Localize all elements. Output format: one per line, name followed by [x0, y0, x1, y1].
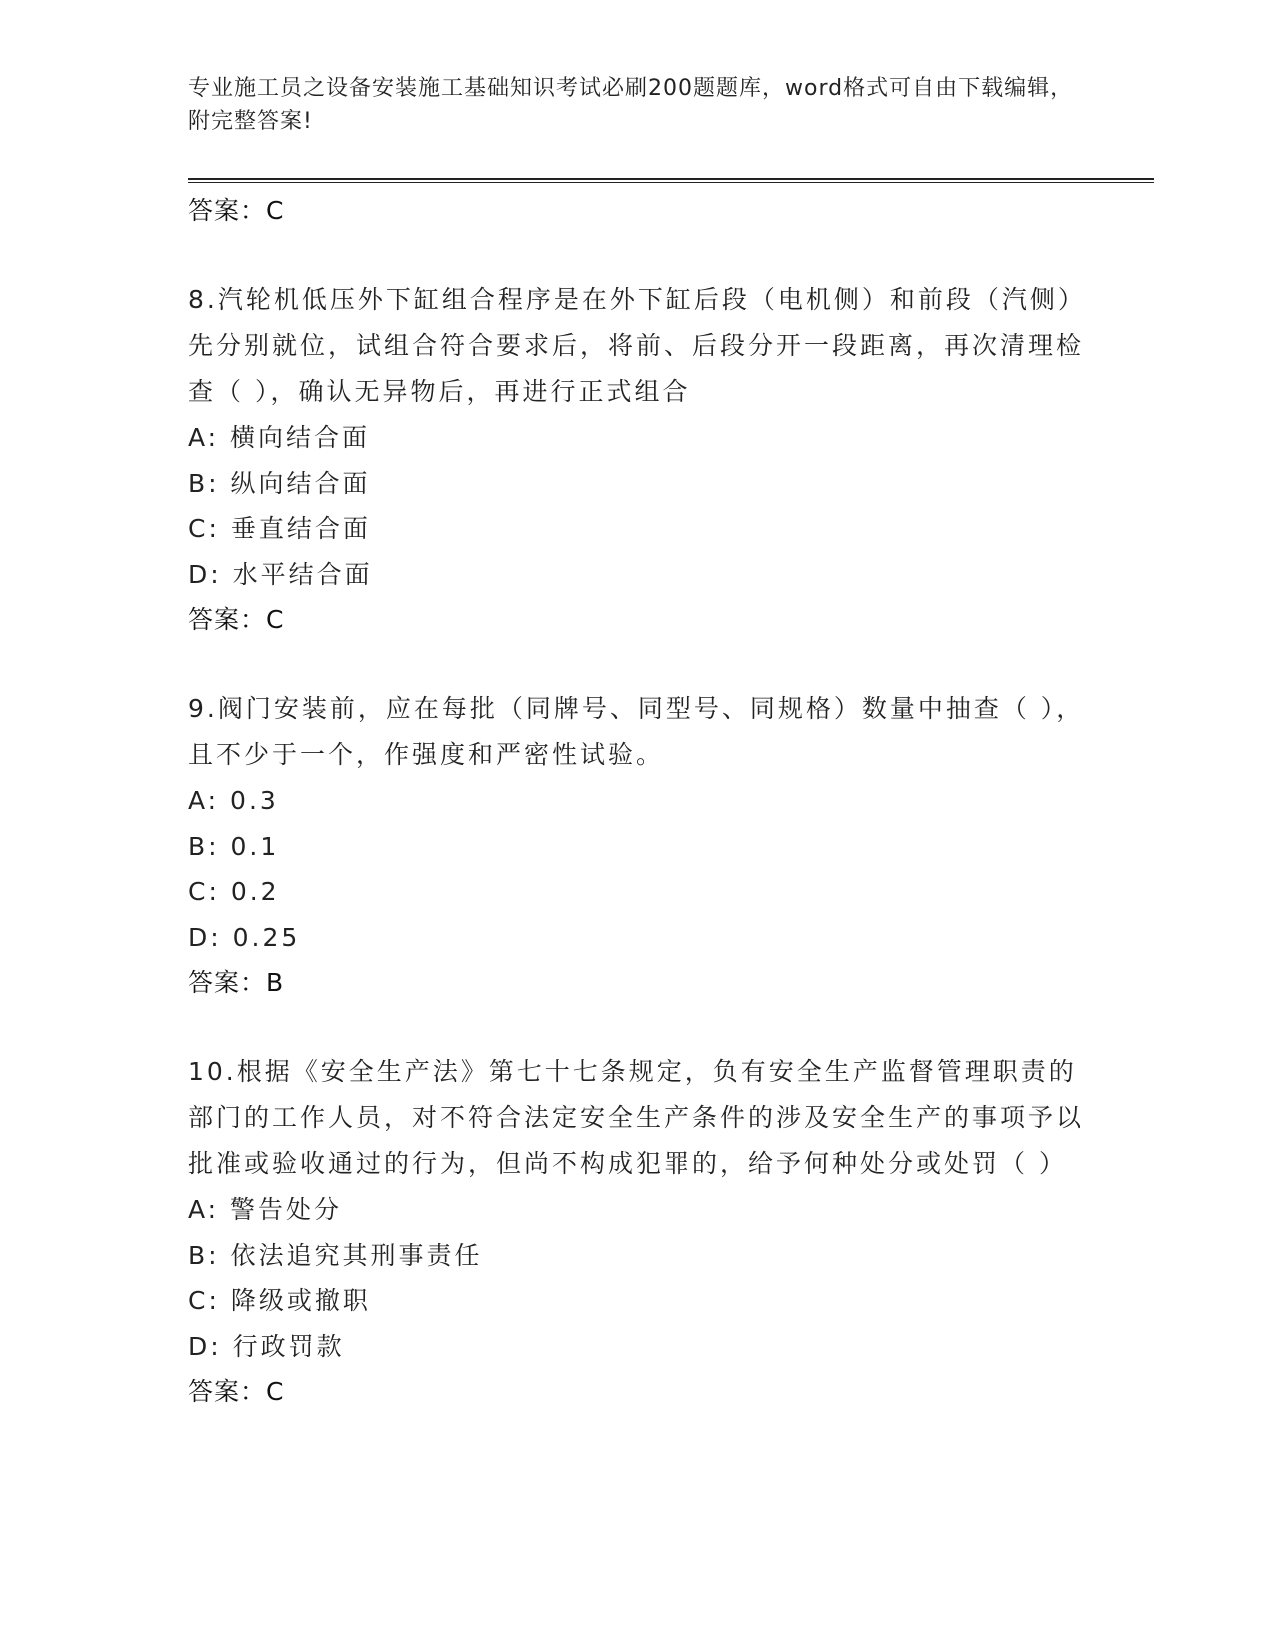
- question-text: 10.根据《安全生产法》第七十七条规定，负有安全生产监督管理职责的部门的工作人员，对不符合法定安全生产条件的涉及安全生产的事项予以批准或验收通过的行为，但尚不构成犯罪的，给予何种处分或处罚（ ）: [188, 1057, 1085, 1178]
- answer: 答案：B: [188, 968, 285, 997]
- document-body: [188, 188, 1088, 1414]
- header-divider-thick: [188, 178, 1154, 180]
- answer: 答案：C: [188, 605, 285, 634]
- option-c: C: 垂直结合面: [188, 514, 371, 543]
- option-b: B: 纵向结合面: [188, 468, 371, 498]
- question-text: 9.阀门安装前，应在每批（同牌号、同型号、同规格）数量中抽查（ ），且不少于一个，作强度和严密性试验。: [188, 694, 1085, 769]
- answer: 答案：C: [188, 1377, 285, 1406]
- header-divider-thin: [188, 182, 1154, 183]
- previous-answer: 答案：C: [188, 196, 285, 225]
- option-c: C: 0.2: [188, 877, 280, 906]
- question-10: [188, 1049, 1088, 1414]
- question-8: [188, 277, 1088, 642]
- header-title: 专业施工员之设备安装施工基础知识考试必刷200题题库，word格式可自由下载编辑，附完整答案!: [188, 76, 1074, 134]
- question-9: [188, 686, 1088, 1005]
- document-header: [188, 72, 1088, 138]
- option-b: B: 0.1: [188, 831, 280, 861]
- option-a: A: 0.3: [188, 786, 279, 815]
- option-d: D: 水平结合面: [188, 559, 373, 589]
- question-text: 8.汽轮机低压外下缸组合程序是在外下缸后段（电机侧）和前段（汽侧）先分别就位，试组合符合要求后，将前、后段分开一段距离，再次清理检查（ ），确认无异物后，再进行正式组合: [188, 285, 1086, 406]
- option-c: C: 降级或撤职: [188, 1286, 371, 1315]
- option-b: B: 依法追究其刑事责任: [188, 1240, 483, 1270]
- option-d: D: 行政罚款: [188, 1331, 345, 1361]
- option-a: A: 警告处分: [188, 1195, 343, 1224]
- option-d: D: 0.25: [188, 922, 301, 952]
- option-a: A: 横向结合面: [188, 423, 371, 452]
